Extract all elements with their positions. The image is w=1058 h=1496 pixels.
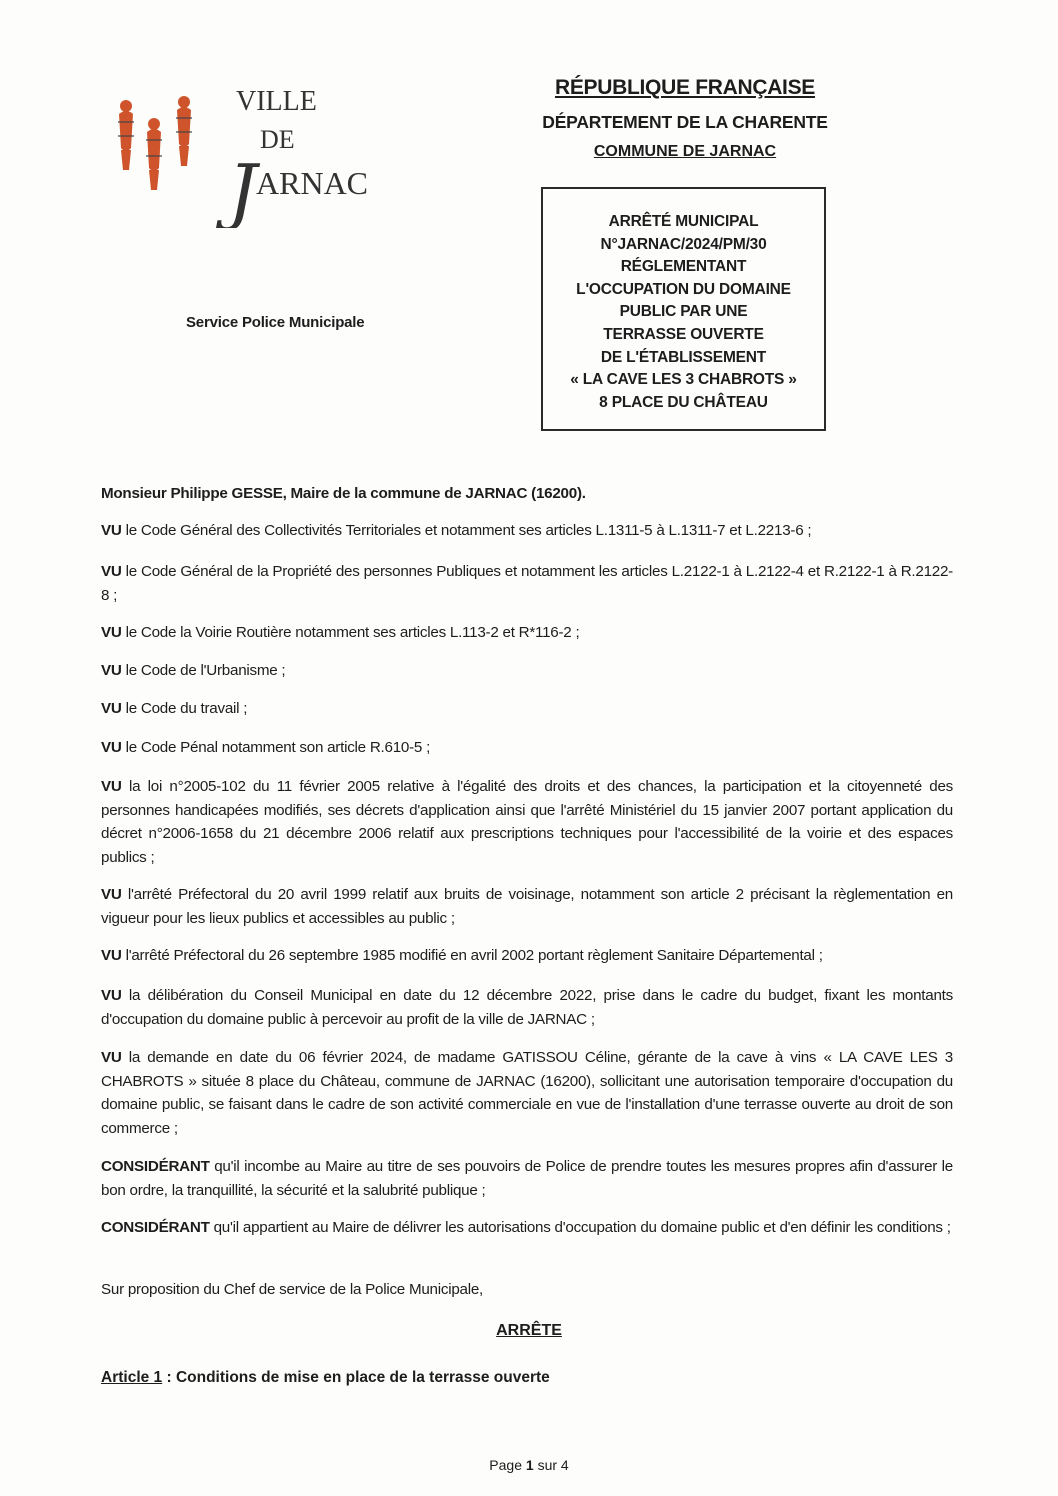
vu-paragraph: VU l'arrêté Préfectoral du 20 avril 1999 relatif aux bruits de voisinage, notamment son article 2 précisant la règlementation en vigueur pour les lieux publics et accessibles au public ; (101, 886, 953, 927)
vu-paragraph: VU le Code de l'Urbanisme ; (101, 662, 286, 679)
svg-text:ARNAC: ARNAC (256, 165, 369, 201)
vu-paragraph: VU le Code la Voirie Routière notamment ses articles L.113-2 et R*116-2 ; (101, 624, 580, 641)
title-line: TERRASSE OUVERTE (603, 325, 764, 343)
title-line: RÉGLEMENTANT (620, 258, 747, 276)
mayor-text: Monsieur Philippe GESSE, Maire de la commune de JARNAC (16200). (101, 485, 586, 502)
page-number: Page 1 sur 4 (489, 1457, 569, 1473)
commune-heading: COMMUNE DE JARNAC (593, 143, 777, 160)
vu-paragraph: VU la loi n°2005-102 du 11 février 2005 relative à l'égalité des droits et des chances, la participation et la citoyenneté des personnes handicapées modifiés, ses décrets d'application ainsi que l'arrêté Ministériel du 15 janvier 2007 portant application du décret n°2006-1658 du 21 décembre 2006 relatif aux prescriptions techniques pour l'accessibilité de la voirie et des espaces publics ; (101, 778, 953, 866)
service-label: Service Police Municipale (186, 314, 365, 331)
vu-paragraph: VU le Code du travail ; (101, 700, 248, 717)
logo-figure-middle-icon (147, 118, 161, 190)
title-line: ARRÊTÉ MUNICIPAL (608, 213, 759, 230)
vu-paragraph: VU la délibération du Conseil Municipal en date du 12 décembre 2022, prise dans le cadre du budget, fixant les montants d'occupation du domaine public à percevoir au profit de la ville de JARNAC ; (101, 987, 953, 1028)
departement-heading: DÉPARTEMENT DE LA CHARENTE (542, 112, 828, 132)
vu-paragraph: VU le Code Général de la Propriété des personnes Publiques et notamment les articles L.2122-1 à L.2122-4 et R.2122-1 à R.2122-8 ; (101, 563, 953, 604)
ville-de-jarnac-logo (108, 78, 388, 228)
vu-paragraph: VU le Code Général des Collectivités Territoriales et notamment ses articles L.1311-5 à L.1311-7 et L.2213-6 ; (101, 522, 812, 539)
svg-text:VILLE: VILLE (236, 86, 317, 117)
title-line: N°JARNAC/2024/PM/30 (600, 235, 767, 253)
logo-figure-left-icon (119, 100, 133, 170)
title-line: DE L'ÉTABLISSEMENT (600, 348, 767, 366)
logo-graphic (108, 78, 388, 228)
article-1-heading (101, 1369, 550, 1387)
considerant-paragraph: CONSIDÉRANT qu'il incombe au Maire au titre de ses pouvoirs de Police de prendre toutes les mesures propres afin d'assurer le bon ordre, la tranquillité, la sécurité et la salubrité publique ; (101, 1158, 953, 1199)
svg-text:J: J (228, 149, 257, 228)
title-line: PUBLIC PAR UNE (619, 303, 748, 321)
title-line: 8 PLACE DU CHÂTEAU (599, 393, 768, 411)
logo-figure-right-icon (177, 96, 191, 166)
vu-paragraph: VU le Code Pénal notamment son article R.610-5 ; (101, 739, 431, 756)
arrete-title-box (541, 187, 826, 431)
vu-paragraph: VU l'arrêté Préfectoral du 26 septembre 1985 modifié en avril 2002 portant règlement Sanitaire Départemental ; (101, 947, 823, 964)
considerant-paragraph: CONSIDÉRANT qu'il appartient au Maire de délivrer les autorisations d'occupation du domaine public et d'en définir les conditions ; (101, 1219, 951, 1236)
vu-paragraph: VU la demande en date du 06 février 2024, de madame GATISSOU Céline, gérante de la cave à vins « LA CAVE LES 3 CHABROTS » située 8 place du Château, commune de JARNAC (16200), sollicitant une autorisation temporaire d'occupation du domaine public, se faisant dans le cadre de son activité commerciale en vue de l'installation d'une terrasse ouverte au droit de son commerce ; (101, 1049, 953, 1137)
mayor-line (101, 482, 953, 506)
article-title: : Conditions de mise en place de la terrasse ouverte (162, 1369, 550, 1386)
proposition-paragraph: Sur proposition du Chef de service de la Police Municipale, (101, 1281, 484, 1298)
article-label: Article 1 (101, 1369, 163, 1386)
title-line: L'OCCUPATION DU DOMAINE (576, 280, 791, 298)
arrete-heading: ARRÊTE (496, 1322, 562, 1339)
republique-heading: RÉPUBLIQUE FRANÇAISE (554, 76, 816, 99)
svg-text:DE: DE (260, 125, 295, 154)
title-line: « LA CAVE LES 3 CHABROTS » (570, 371, 797, 389)
